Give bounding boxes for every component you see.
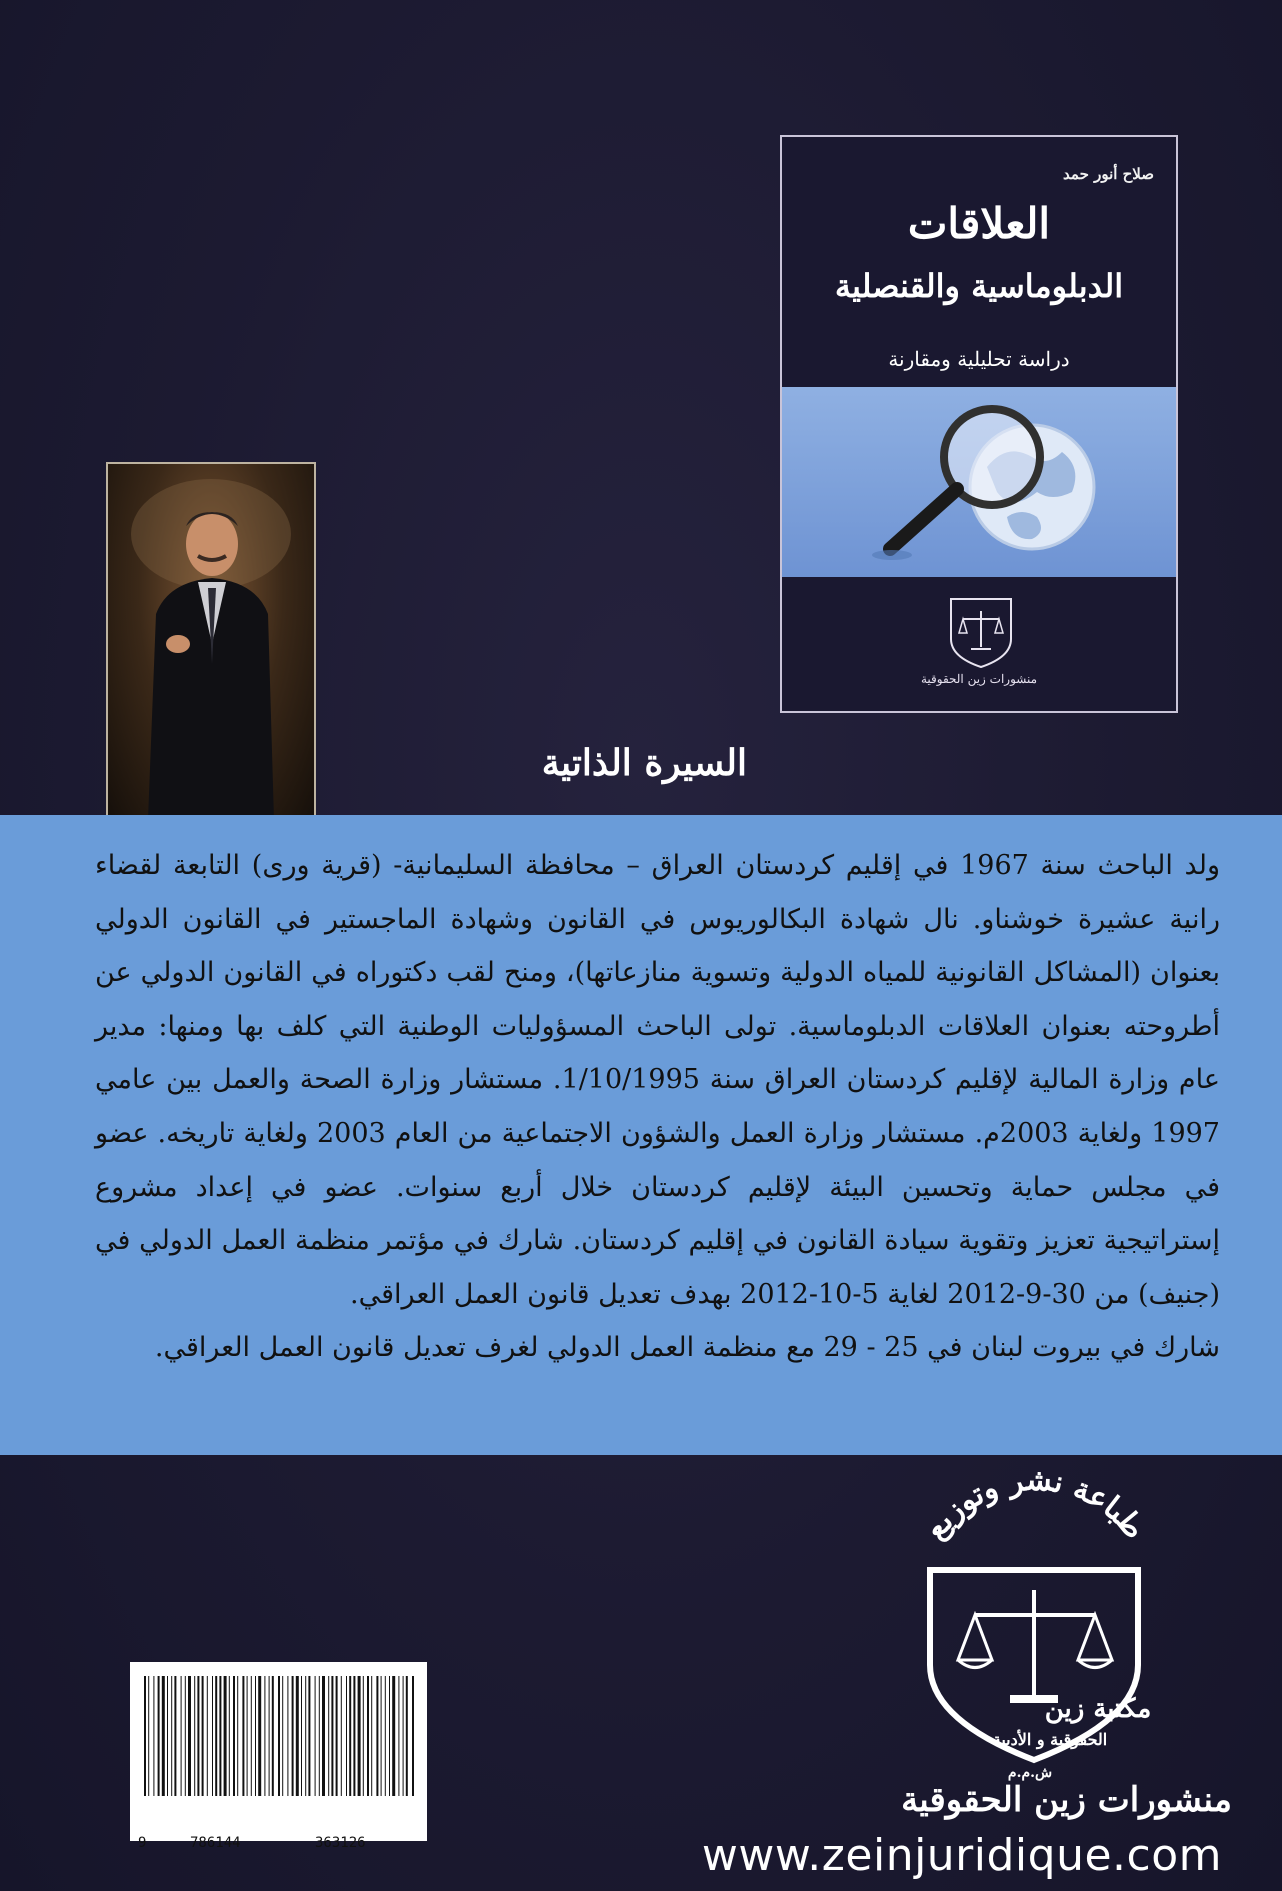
barcode-bar xyxy=(237,1676,238,1796)
barcode-bar xyxy=(341,1676,342,1796)
bio-heading: السيرة الذاتية xyxy=(541,742,747,784)
barcode-bar xyxy=(319,1676,320,1796)
barcode-bar xyxy=(229,1676,230,1796)
svg-text:طباعة نشر وتوزيع xyxy=(918,1463,1152,1546)
bio-text xyxy=(95,839,1220,1375)
barcode-bar xyxy=(376,1676,378,1796)
barcode-bar xyxy=(278,1676,280,1796)
barcode-bar xyxy=(185,1676,186,1796)
barcode-bar xyxy=(398,1676,399,1796)
barcode-bar xyxy=(363,1676,364,1796)
barcode-digits-left: 786144 xyxy=(190,1835,241,1851)
barcode-bars xyxy=(130,1662,427,1812)
publisher-logo xyxy=(870,1455,1200,1785)
barcode-bar xyxy=(358,1676,361,1796)
barcode-bar xyxy=(353,1676,355,1796)
barcode-bar xyxy=(158,1676,160,1796)
logo-name: مكتبة زين xyxy=(1044,1694,1152,1724)
barcode-bar xyxy=(233,1676,235,1796)
barcode-bar xyxy=(403,1676,404,1796)
barcode-bar xyxy=(247,1676,248,1796)
barcode-bar xyxy=(181,1676,182,1796)
barcode-bar xyxy=(287,1676,288,1796)
barcode-bar xyxy=(174,1676,176,1796)
barcode-bar xyxy=(197,1676,199,1796)
barcode-bar xyxy=(215,1676,217,1796)
barcode-bar xyxy=(336,1676,338,1796)
barcode-bar xyxy=(264,1676,265,1796)
barcode-bar xyxy=(301,1676,302,1796)
barcode-bar xyxy=(385,1676,386,1796)
globe-magnifier-icon xyxy=(782,387,1176,577)
bio-paragraph: ولد الباحث سنة 1967 في إقليم كردستان العراق – محافظة السليمانية- (قرية ورى) التابعة لقضاء رانية عشيرة خوشناو. نال شهادة البكالوريوس في القانون وشهادة الماجستير في القانون الدولي بعنوان (المشاكل القانونية للمياه الدولية وتسوية منازعاتها)، ومنح لقب دكتوراه في القانون الدولي عن أطروحته بعنوان العلاقات الدبلوماسية. تولى الباحث المسؤوليات الوطنية التي كلف بها ومنها: مدير عام وزارة المالية لإقليم كردستان العراق سنة 1/10/1995. مستشار وزارة الصحة والعمل بين عامي 1997 ولغاية 2003م. مستشار وزارة العمل والشؤون الاجتماعية من العام 2003 ولغاية تاريخه. عضو في مجلس حماية وتحسين البيئة لإقليم كردستان خلال أربع سنوات. عضو في إعداد مشروع إستراتيجية تعزيز وتقوية سيادة القانون في إقليم كردستان. شارك في مؤتمر منظمة العمل الدولي في (جنيف) من 30-9-2012 لغاية 5-10-2012 بهدف تعديل قانون العمل العراقي. xyxy=(95,850,1220,1310)
bio-band xyxy=(0,815,1282,1455)
logo-sub: الحقوقية و الأدبية xyxy=(992,1730,1108,1749)
barcode-bar xyxy=(207,1676,208,1796)
barcode-bar xyxy=(328,1676,329,1796)
barcode-bar xyxy=(367,1676,369,1796)
barcode-digit-prefix: 9 xyxy=(138,1835,147,1851)
barcode-bar xyxy=(315,1676,316,1796)
barcode-bar xyxy=(346,1676,347,1796)
barcode-bar xyxy=(171,1676,172,1796)
barcode-bar xyxy=(412,1676,414,1796)
website-url: www.zeinjuridique.com xyxy=(701,1830,1222,1881)
barcode xyxy=(130,1662,427,1851)
barcode-bar xyxy=(144,1676,146,1796)
logo-arc-text: طباعة نشر وتوزيع xyxy=(917,1462,1153,1547)
barcode-digits-right: 363126 xyxy=(315,1835,366,1851)
logo-abbr: ش.م.م xyxy=(1007,1765,1053,1781)
barcode-bar xyxy=(212,1676,213,1796)
barcode-bar xyxy=(322,1676,325,1796)
cover-thumbnail xyxy=(780,135,1178,713)
thumbnail-author: صلاح أنور حمد xyxy=(1063,165,1154,183)
barcode-bar xyxy=(371,1676,372,1796)
bio-paragraph: شارك في بيروت لبنان في 25 - 29 مع منظمة العمل الدولي لغرف تعديل قانون العمل العراقي. xyxy=(154,1332,1220,1364)
barcode-bar xyxy=(282,1676,283,1796)
barcode-bar xyxy=(381,1676,382,1796)
barcode-bar xyxy=(162,1676,165,1796)
barcode-bar xyxy=(242,1676,244,1796)
barcode-bar xyxy=(272,1676,274,1796)
barcode-bar xyxy=(167,1676,168,1796)
author-photo xyxy=(106,462,316,822)
barcode-bar xyxy=(269,1676,270,1796)
barcode-bar xyxy=(188,1676,191,1796)
barcode-bar xyxy=(148,1676,149,1796)
barcode-bar xyxy=(296,1676,299,1796)
barcode-bar xyxy=(258,1676,261,1796)
thumbnail-title-line2: الدبلوماسية والقنصلية xyxy=(834,267,1124,305)
thumbnail-illustration xyxy=(782,387,1176,577)
barcode-bar xyxy=(153,1676,154,1796)
barcode-bar xyxy=(389,1676,390,1796)
thumbnail-subtitle: دراسة تحليلية ومقارنة xyxy=(888,347,1070,371)
barcode-bar xyxy=(349,1676,351,1796)
barcode-bar xyxy=(202,1676,204,1796)
barcode-bar xyxy=(219,1676,221,1796)
barcode-bar xyxy=(292,1676,294,1796)
barcode-bar xyxy=(308,1676,310,1796)
barcode-bar xyxy=(194,1676,195,1796)
barcode-bar xyxy=(224,1676,227,1796)
barcode-bar xyxy=(305,1676,306,1796)
barcode-bar xyxy=(255,1676,256,1796)
barcode-bar xyxy=(251,1676,252,1796)
publisher-name: منشورات زين الحقوقية xyxy=(901,1780,1232,1820)
barcode-bar xyxy=(406,1676,408,1796)
thumbnail-publisher-logo xyxy=(941,585,1021,669)
thumbnail-title: العلاقات xyxy=(907,199,1051,248)
barcode-bar xyxy=(392,1676,395,1796)
thumbnail-publisher: منشورات زين الحقوقية xyxy=(920,672,1038,686)
barcode-bar xyxy=(331,1676,333,1796)
